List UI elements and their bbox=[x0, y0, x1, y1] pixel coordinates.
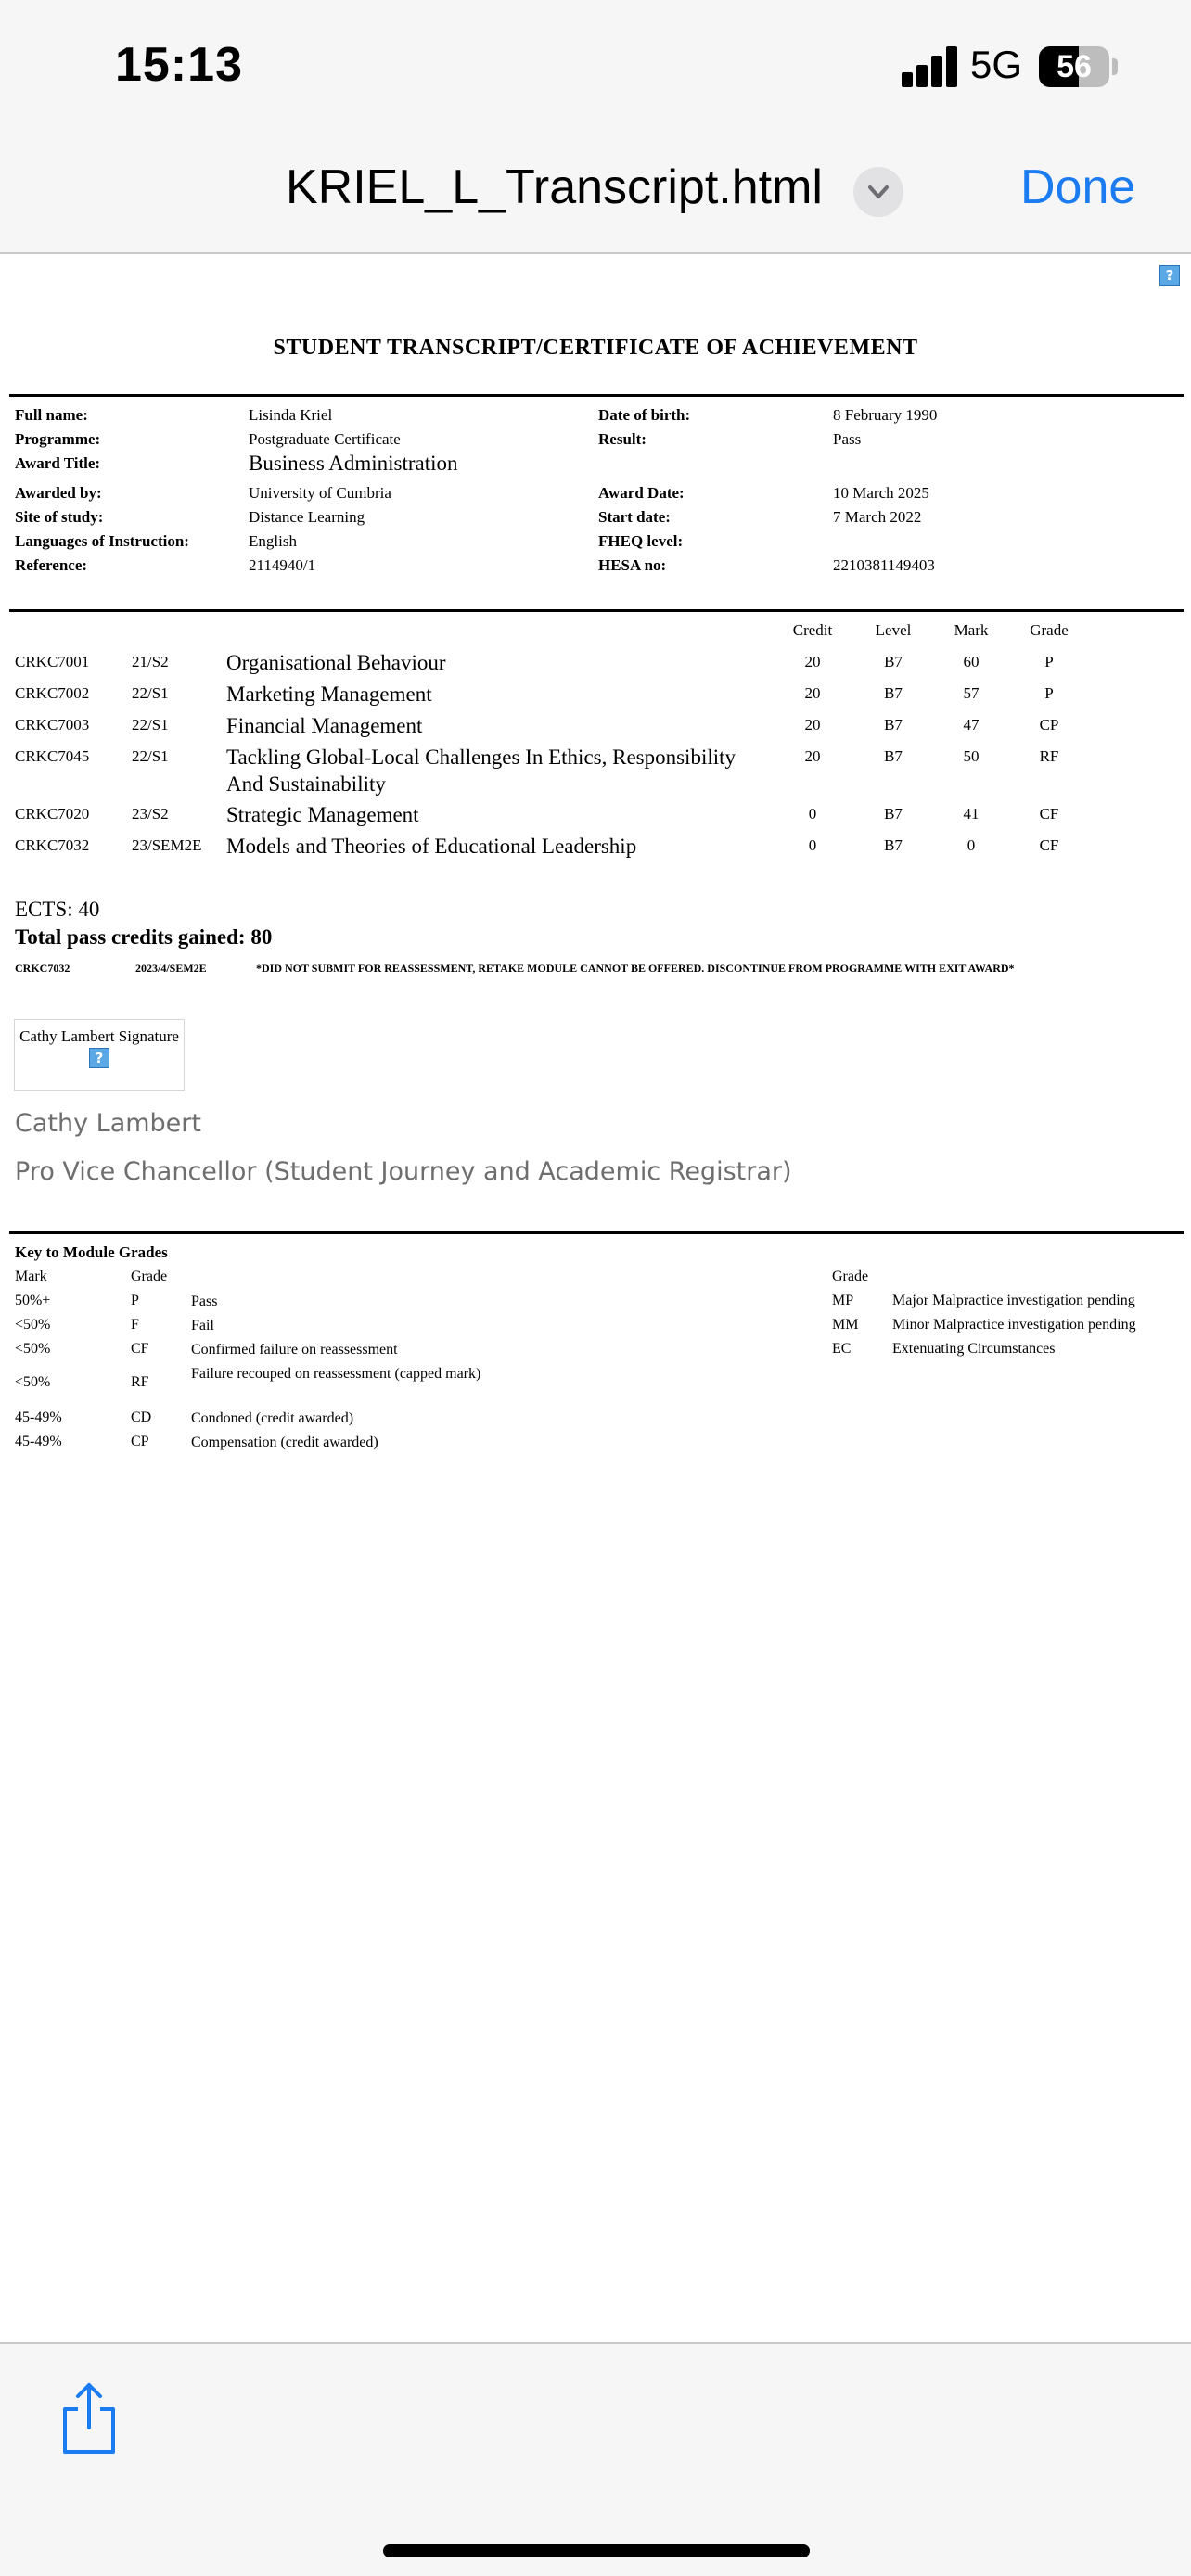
programme-value: Postgraduate Certificate bbox=[249, 430, 401, 448]
module-code: CRKC7020 bbox=[15, 805, 90, 823]
transcript-heading: STUDENT TRANSCRIPT/CERTIFICATE OF ACHIEVEMENT bbox=[273, 336, 918, 360]
key-mark: 45-49% bbox=[15, 1409, 62, 1425]
module-period: 22/S1 bbox=[132, 747, 169, 765]
module-code: CRKC7032 bbox=[15, 836, 90, 854]
key-grade-header: Grade bbox=[131, 1269, 168, 1284]
module-grade: RF bbox=[1039, 747, 1059, 765]
module-level: B7 bbox=[884, 716, 903, 733]
module-credit: 20 bbox=[804, 684, 821, 702]
home-indicator[interactable] bbox=[383, 2544, 810, 2557]
key-grade: F bbox=[131, 1317, 139, 1333]
note-period: 2023/4/SEM2E bbox=[135, 962, 207, 975]
total-pass-credits: Total pass credits gained: 80 bbox=[15, 925, 273, 949]
key-grade: CP bbox=[131, 1434, 149, 1449]
module-credit: 20 bbox=[804, 653, 821, 670]
signature-alt-text: Cathy Lambert Signature bbox=[19, 1027, 179, 1045]
module-grade: P bbox=[1044, 684, 1054, 702]
key-desc: Major Malpractice investigation pending bbox=[892, 1293, 1135, 1308]
module-grade: CF bbox=[1039, 805, 1059, 823]
start-date-value: 7 March 2022 bbox=[833, 508, 922, 526]
reference-value: 2114940/1 bbox=[249, 556, 316, 574]
awarded-by-value: University of Cumbria bbox=[249, 484, 391, 502]
cellular-signal-icon bbox=[902, 45, 959, 87]
key-mark: 45-49% bbox=[15, 1434, 62, 1449]
module-mark: 57 bbox=[963, 684, 980, 702]
module-credit: 0 bbox=[808, 836, 817, 854]
student-details bbox=[15, 406, 1184, 580]
note-module-code: CRKC7032 bbox=[15, 962, 70, 975]
grade-key-title: Key to Module Grades bbox=[15, 1243, 168, 1261]
hesa-label: HESA no: bbox=[598, 556, 667, 574]
mark-header: Mark bbox=[954, 621, 989, 639]
status-time: 15:13 bbox=[115, 38, 243, 92]
battery-icon bbox=[1039, 46, 1109, 87]
grade-header: Grade bbox=[1030, 621, 1069, 639]
divider bbox=[9, 1231, 1184, 1234]
signature-image bbox=[14, 1019, 185, 1091]
battery-percent: 56 bbox=[1057, 49, 1092, 84]
key-desc: Pass bbox=[191, 1294, 218, 1309]
key-mark-header: Mark bbox=[15, 1269, 47, 1284]
full-name-value: Lisinda Kriel bbox=[249, 406, 333, 424]
network-type: 5G bbox=[970, 43, 1023, 86]
module-period: 23/SEM2E bbox=[132, 836, 202, 854]
signer-name: Cathy Lambert bbox=[15, 1109, 201, 1138]
module-level: B7 bbox=[884, 747, 903, 765]
battery-tip bbox=[1112, 58, 1118, 75]
dob-value: 8 February 1990 bbox=[833, 406, 938, 424]
module-level: B7 bbox=[884, 836, 903, 854]
award-date-label: Award Date: bbox=[598, 484, 685, 502]
document-content bbox=[0, 256, 1191, 2342]
languages-label: Languages of Instruction: bbox=[15, 532, 189, 550]
award-title-label: Award Title: bbox=[15, 454, 101, 472]
module-mark: 47 bbox=[963, 716, 980, 733]
key-grade: MP bbox=[832, 1293, 854, 1308]
full-name-label: Full name: bbox=[15, 406, 88, 424]
key-grade: EC bbox=[832, 1341, 852, 1357]
module-period: 21/S2 bbox=[132, 653, 169, 670]
hesa-value: 2210381149403 bbox=[833, 556, 935, 574]
key-grade-header-right: Grade bbox=[832, 1269, 869, 1284]
note-text: *DID NOT SUBMIT FOR REASSESSMENT, RETAKE MODULE CANNOT BE OFFERED. DISCONTINUE FROM PROGRAMME WITH EXIT AWARD* bbox=[256, 962, 1015, 975]
module-grade: CF bbox=[1039, 836, 1059, 854]
key-desc: Confirmed failure on reassessment bbox=[191, 1342, 398, 1358]
ects-total: ECTS: 40 bbox=[15, 898, 100, 921]
module-name: Financial Management bbox=[226, 714, 423, 737]
award-date-value: 10 March 2025 bbox=[833, 484, 929, 502]
module-code: CRKC7002 bbox=[15, 684, 90, 702]
key-desc: Failure recouped on reassessment (capped mark) bbox=[191, 1366, 481, 1382]
module-grade: CP bbox=[1039, 716, 1059, 733]
result-label: Result: bbox=[598, 430, 647, 448]
module-credit: 0 bbox=[808, 805, 817, 823]
key-mark: <50% bbox=[15, 1341, 51, 1357]
divider bbox=[9, 394, 1184, 397]
module-name: Strategic Management bbox=[226, 803, 419, 826]
module-level: B7 bbox=[884, 653, 903, 670]
award-title-value: Business Administration bbox=[249, 452, 458, 475]
key-grade: RF bbox=[131, 1374, 149, 1390]
key-grade: P bbox=[131, 1293, 139, 1308]
key-mark: 50%+ bbox=[15, 1293, 51, 1308]
key-mark: <50% bbox=[15, 1374, 51, 1390]
result-value: Pass bbox=[833, 430, 862, 448]
module-code: CRKC7045 bbox=[15, 747, 90, 765]
dob-label: Date of birth: bbox=[598, 406, 691, 424]
module-period: 23/S2 bbox=[132, 805, 169, 823]
broken-image-icon: ? bbox=[1159, 265, 1180, 286]
module-name: Tackling Global-Local Challenges In Ethics, Responsibility And Sustainability bbox=[226, 746, 736, 796]
languages-value: English bbox=[249, 532, 297, 550]
module-mark: 60 bbox=[963, 653, 980, 670]
reference-label: Reference: bbox=[15, 556, 88, 574]
key-mark: <50% bbox=[15, 1317, 51, 1333]
site-value: Distance Learning bbox=[249, 508, 365, 526]
module-mark: 50 bbox=[963, 747, 980, 765]
document-title[interactable]: KRIEL_L_Transcript.html bbox=[286, 160, 823, 214]
site-label: Site of study: bbox=[15, 508, 104, 526]
programme-label: Programme: bbox=[15, 430, 101, 448]
key-desc: Condoned (credit awarded) bbox=[191, 1410, 354, 1426]
share-button[interactable] bbox=[56, 2381, 122, 2455]
chevron-down-icon bbox=[865, 180, 891, 204]
module-mark: 0 bbox=[967, 836, 976, 854]
signer-role: Pro Vice Chancellor (Student Journey and Academic Registrar) bbox=[15, 1157, 792, 1186]
broken-image-icon: ? bbox=[89, 1048, 109, 1068]
awarded-by-label: Awarded by: bbox=[15, 484, 102, 502]
module-grade: P bbox=[1044, 653, 1054, 670]
module-level: B7 bbox=[884, 684, 903, 702]
title-menu-button[interactable] bbox=[853, 167, 903, 217]
module-credit: 20 bbox=[804, 716, 821, 733]
share-icon bbox=[56, 2381, 122, 2455]
fheq-label: FHEQ level: bbox=[598, 532, 684, 550]
key-desc: Compensation (credit awarded) bbox=[191, 1435, 378, 1450]
module-name: Organisational Behaviour bbox=[226, 651, 446, 674]
bottom-toolbar bbox=[0, 2342, 1191, 2576]
key-grade: CF bbox=[131, 1341, 149, 1357]
key-desc: Extenuating Circumstances bbox=[892, 1341, 1056, 1357]
module-period: 22/S1 bbox=[132, 716, 169, 733]
module-name: Marketing Management bbox=[226, 682, 432, 706]
module-credit: 20 bbox=[804, 747, 821, 765]
module-period: 22/S1 bbox=[132, 684, 169, 702]
module-code: CRKC7003 bbox=[15, 716, 90, 733]
start-date-label: Start date: bbox=[598, 508, 671, 526]
key-grade: CD bbox=[131, 1409, 152, 1425]
key-desc: Fail bbox=[191, 1318, 214, 1333]
done-button[interactable]: Done bbox=[1020, 160, 1136, 214]
nav-bar bbox=[0, 139, 1191, 254]
credit-header: Credit bbox=[792, 621, 833, 639]
divider bbox=[9, 609, 1184, 612]
status-bar bbox=[0, 0, 1191, 139]
key-grade: MM bbox=[832, 1317, 859, 1333]
level-header: Level bbox=[875, 621, 912, 639]
key-desc: Minor Malpractice investigation pending bbox=[892, 1317, 1136, 1333]
module-code: CRKC7001 bbox=[15, 653, 90, 670]
module-mark: 41 bbox=[963, 805, 980, 823]
module-level: B7 bbox=[884, 805, 903, 823]
module-name: Models and Theories of Educational Leadership bbox=[226, 835, 637, 858]
